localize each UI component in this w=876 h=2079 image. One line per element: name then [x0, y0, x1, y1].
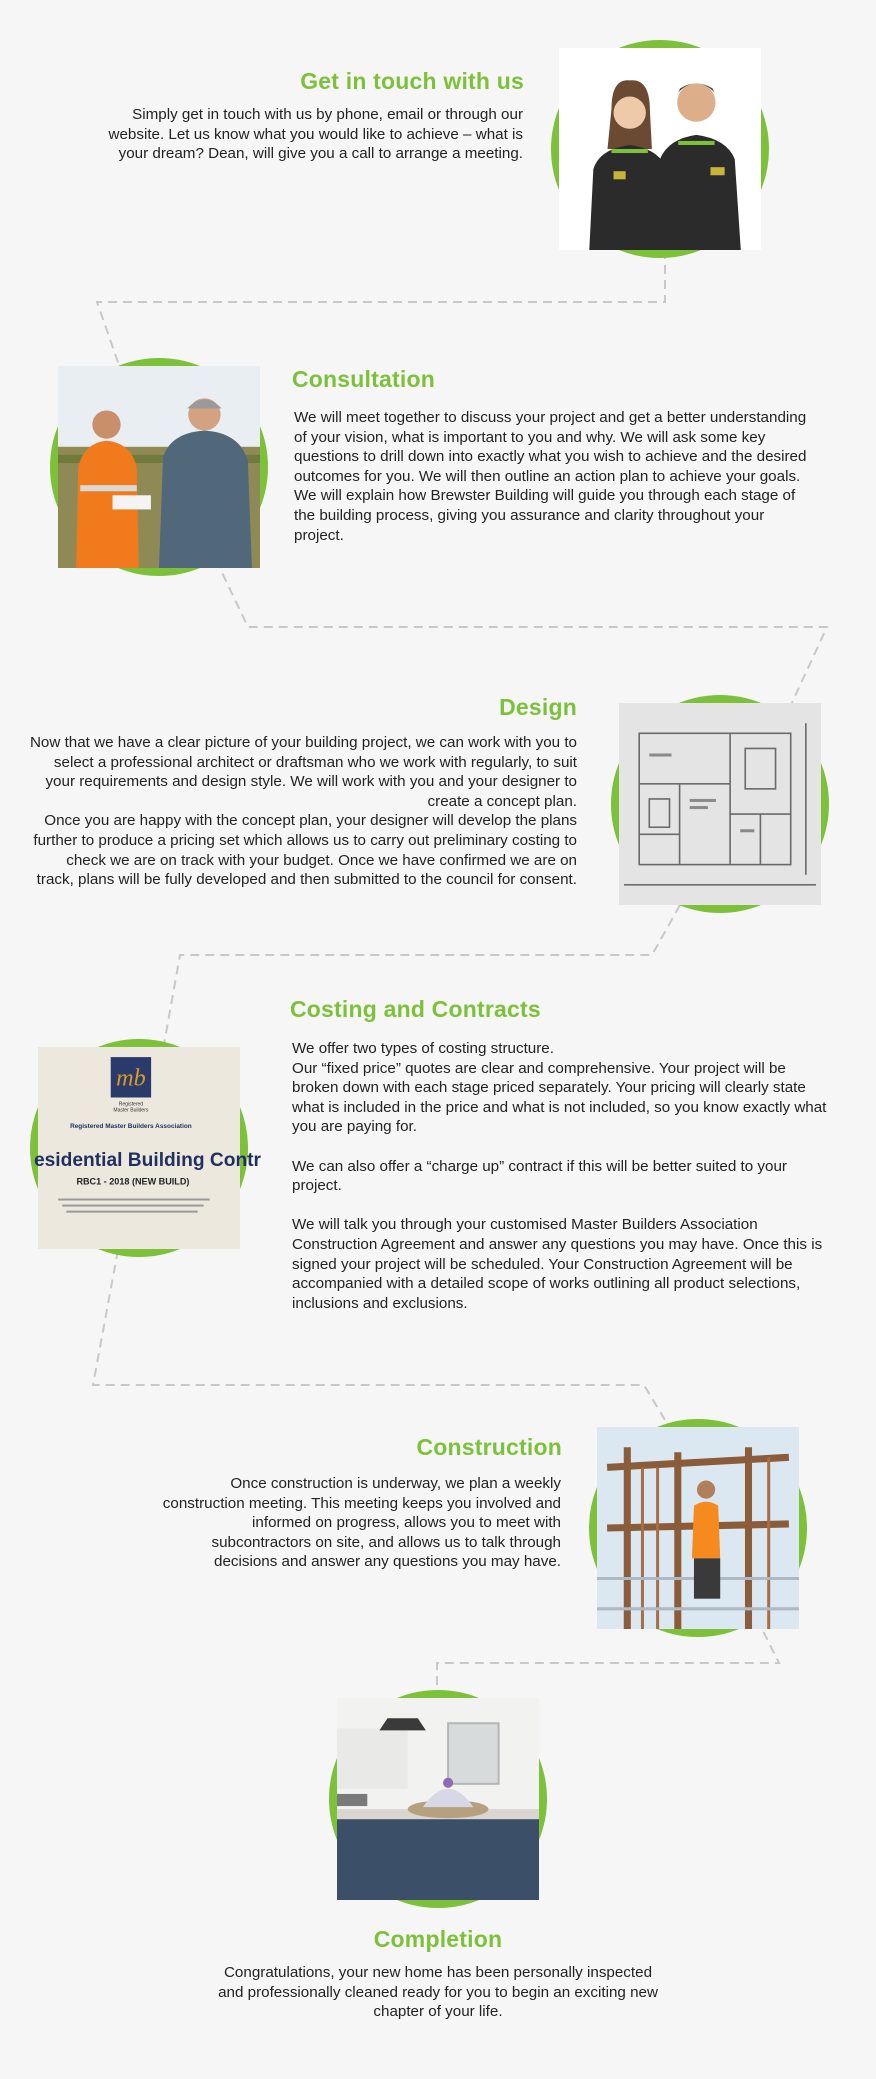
step-title-consultation: Consultation [292, 366, 435, 392]
contract-subheading-text: RBC1 - 2018 (NEW BUILD) [76, 1176, 190, 1187]
contract-document-photo [30, 1039, 262, 1257]
step-title-construction: Construction [416, 1434, 562, 1460]
step-text-completion: Congratulations, your new home has been personally inspected and professionally cleaned ready for you to begin an exciting new chapter of your life. [218, 1964, 658, 2021]
step-text-consultation: We will meet together to discuss your project and get a better understanding of your vision, what is important to you and why. We will ask some key questions to drill down into exactly what you wish to achieve and the desired outcomes for you. We will then outline an action plan to achieve your goals. We will explain how Brewster Building will guide you through each stage of the building process, giving you assurance and clarity throughout your project. [294, 409, 807, 544]
contract-master-builders-text: Master Builders [113, 1107, 149, 1114]
kitchen-photo [329, 1690, 547, 1908]
team-photo [551, 40, 769, 258]
contract-heading-text: esidential Building Contr [33, 1150, 262, 1172]
step-text-design: Now that we have a clear picture of your building project, we can work with you to select a professional architect or draftsman who we work with regularly, to suit your requirements and design style. We will work with you and your designer to create a concept plan. Once you are happy with the concept plan, your designer will develop the plans further to produce a pricing set which allows us to carry out preliminary costing to check we are on track with your budget. Once we have confirmed we are on track, plans will be fully developed and then submitted to the council for consent. [29, 734, 577, 889]
step-title-design: Design [499, 694, 577, 720]
contract-logo-text: mb [116, 1064, 146, 1092]
floor-plan-photo [611, 695, 829, 913]
step-title-completion: Completion [373, 1926, 503, 1952]
step-title-get-in-touch: Get in touch with us [300, 68, 524, 94]
step-title-costing-and-contracts: Costing and Contracts [290, 996, 541, 1022]
contract-association-text: Registered Master Builders Association [70, 1122, 192, 1130]
step-text-construction: Once construction is underway, we plan a weekly construction meeting. This meeting keeps you involved and informed on progress, allows you to meet with subcontractors on site, and allows us to talk through decisions and answer any questions you may have. [162, 1475, 561, 1571]
step-text-get-in-touch: Simply get in touch with us by phone, email or through our website. Let us know what you would like to achieve – what is your dream? Dean, will give you a call to arrange a meeting. [108, 106, 523, 163]
site-meeting-photo [50, 358, 268, 576]
contract-registered-text: Registered [118, 1101, 144, 1108]
step-text-costing-and-contracts: We offer two types of costing structure. Our “fixed price” quotes are clear and comprehensive. Your project will be broken down with each stage priced separately. Your pricing will clearly state what is included in the price and what is not included, so you know exactly what you are paying for. We can also offer a “charge up” contract if this will be better suited to your project. We will talk you through your customised Master Builders Association Construction Agreement and answer any questions you may have. Once this is signed your project will be scheduled. Your Construction Agreement will be accompanied with a detailed scope of works outlining all product selections, inclusions and exclusions. [292, 1040, 827, 1312]
construction-site-photo [589, 1419, 807, 1637]
